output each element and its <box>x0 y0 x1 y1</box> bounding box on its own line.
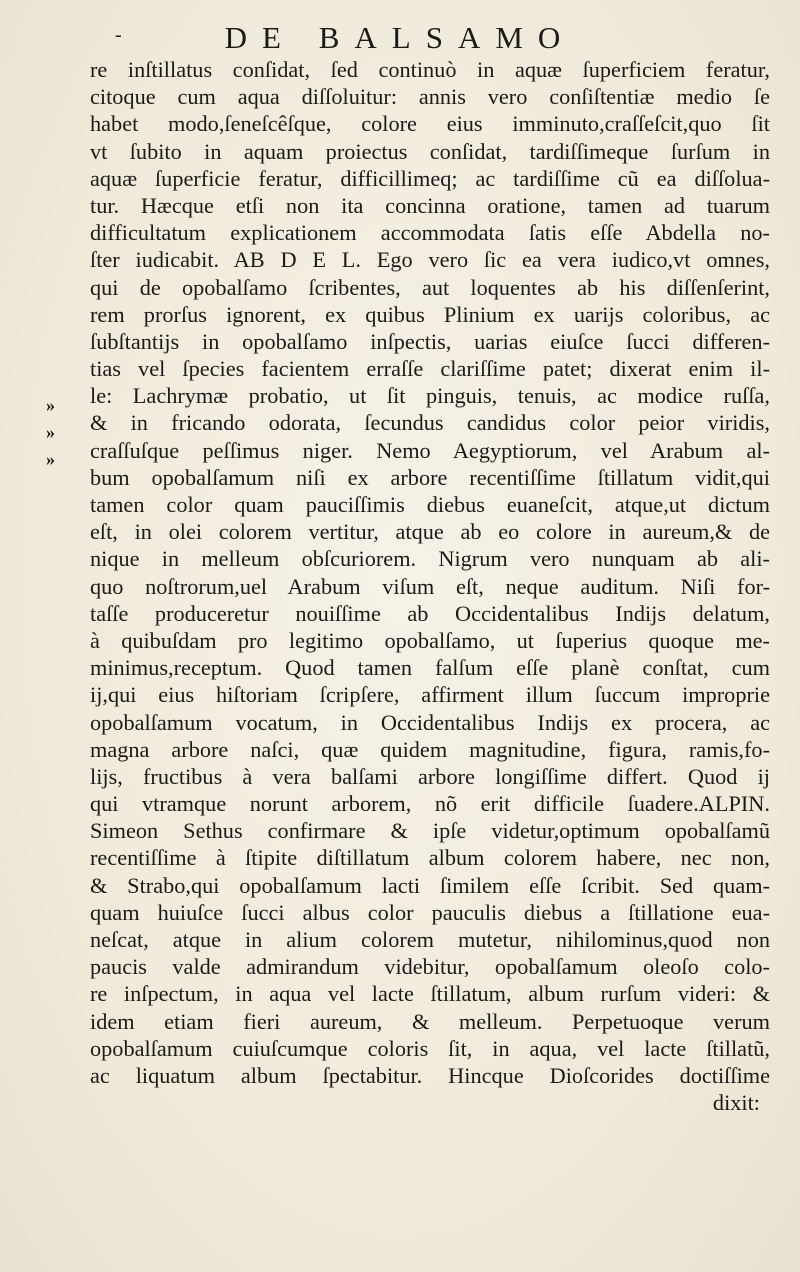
text-line: rem prorſus ignorent, ex quibus Plinium ex uarijs coloribus, ac <box>90 301 770 327</box>
running-header <box>0 20 800 56</box>
text-line: le: Lachrymæ probatio, ut ſit pinguis, tenuis, ac modice ruſſa, <box>90 383 770 409</box>
text-line: opobalſamum vocatum, in Occidentalibus Indijs ex procera, ac <box>90 709 770 735</box>
text-line: à quibuſdam pro legitimo opobalſamo, ut ſuperius quoque me- <box>90 627 770 653</box>
text-line: quam huiuſce ſucci albus color pauculis diebus a ſtillatione eua- <box>90 899 770 925</box>
text-line: vt ſubito in aquam proiectus conſidat, tardiſſimeque ſurſum in <box>90 138 770 164</box>
text-line: habet modo,ſeneſcêſque, colore eius imminuto,craſſeſcit,quo ſit <box>90 111 770 137</box>
text-line: & Strabo,qui opobalſamum lacti ſimilem eſſe ſcribit. Sed quam- <box>90 872 770 898</box>
text-line: ſubſtantijs in opobalſamo inſpectis, uarias eiuſce ſucci differen- <box>90 328 770 354</box>
header-dash: - <box>115 24 122 46</box>
text-line: opobalſamum cuiuſcumque coloris ſit, in aqua, vel lacte ſtillatũ, <box>90 1035 770 1061</box>
text-line: tias vel ſpecies facientem erraſſe clariſſime patet; dixerat enim il- <box>90 356 770 382</box>
text-line: tamen color quam pauciſſimis diebus euaneſcit, atque,ut dictum <box>90 492 770 517</box>
text-line: ſter iudicabit. AB D E L. Ego vero ſic ea vera iudico,vt omnes, <box>90 247 770 273</box>
text-line: idem etiam fieri aureum, & melleum. Perpetuoque verum <box>90 1008 770 1034</box>
margin-quote-mark: » <box>46 395 55 415</box>
text-line: lijs, fructibus à vera balſami arbore longiſſime differt. Quod ij <box>90 763 770 789</box>
text-line: ij,qui eius hiſtoriam ſcripſere, affirment illum ſuccum improprie <box>90 682 770 708</box>
text-line: nique in melleum obſcuriorem. Nigrum vero nunquam ab ali- <box>90 546 770 572</box>
text-line: magna arbore naſci, quæ quidem magnitudine, figura, ramis,fo- <box>90 736 770 762</box>
text-line: bum opobalſamum niſi ex arbore recentiſſime ſtillatum vidit,qui <box>90 464 770 490</box>
catchword: dixit: <box>712 1090 760 1116</box>
body-text <box>90 56 770 1116</box>
text-line: difficultatum explicationem accommodata ſatis eſſe Abdella no- <box>90 220 770 246</box>
margin-quote-mark: » <box>46 449 55 469</box>
text-line: Simeon Sethus confirmare & ipſe videtur,optimum opobalſamũ <box>90 818 770 844</box>
text-line: tur. Hæcque etſi non ita concinna oratione, tamen ad tuarum <box>90 192 770 218</box>
text-line: citoque cum aqua diſſoluitur: annis vero conſiſtentiæ medio ſe <box>90 84 770 110</box>
text-line: qui de opobalſamo ſcribentes, aut loquentes ab his diſſenſerint, <box>90 274 770 300</box>
text-line: craſſuſque peſſimus niger. Nemo Aegyptiorum, vel Arabum al- <box>90 437 770 463</box>
text-line: & in fricando odorata, ſecundus candidus color peior viridis, <box>90 410 770 436</box>
text-line: aquæ ſuperficie feratur, difficillimeq; ac tardiſſime cũ ea diſſolua- <box>90 165 770 191</box>
header-title: DE BALSAMO <box>224 20 576 55</box>
margin-quote-mark: » <box>46 422 55 442</box>
text-line: minimus,receptum. Quod tamen falſum eſſe planè conſtat, cum <box>90 655 770 681</box>
text-line: recentiſſime à ſtipite diſtillatum album colorem habere, nec non, <box>90 845 770 871</box>
text-line: taſſe produceretur nouiſſime ab Occidentalibus Indijs delatum, <box>90 600 770 626</box>
text-line: re inſpectum, in aqua vel lacte ſtillatum, album rurſum videri: & <box>90 981 770 1007</box>
text-line: neſcat, atque in alium colorem mutetur, nihilominus,quod non <box>90 927 770 952</box>
text-line: eſt, in olei colorem vertitur, atque ab eo colore in aureum,& de <box>90 519 770 545</box>
text-line: qui vtramque norunt arborem, nõ erit difficile ſuadere.ALPIN. <box>90 791 770 817</box>
text-line: ac liquatum album ſpectabitur. Hincque Dioſcorides doctiſſime <box>90 1062 770 1088</box>
text-line: re inſtillatus conſidat, ſed continuò in aquæ ſuperficiem feratur, <box>90 57 770 82</box>
text-line: paucis valde admirandum videbitur, opobalſamum oleoſo colo- <box>90 954 770 980</box>
text-line: quo noſtrorum,uel Arabum viſum eſt, neque auditum. Niſi for- <box>90 573 770 599</box>
